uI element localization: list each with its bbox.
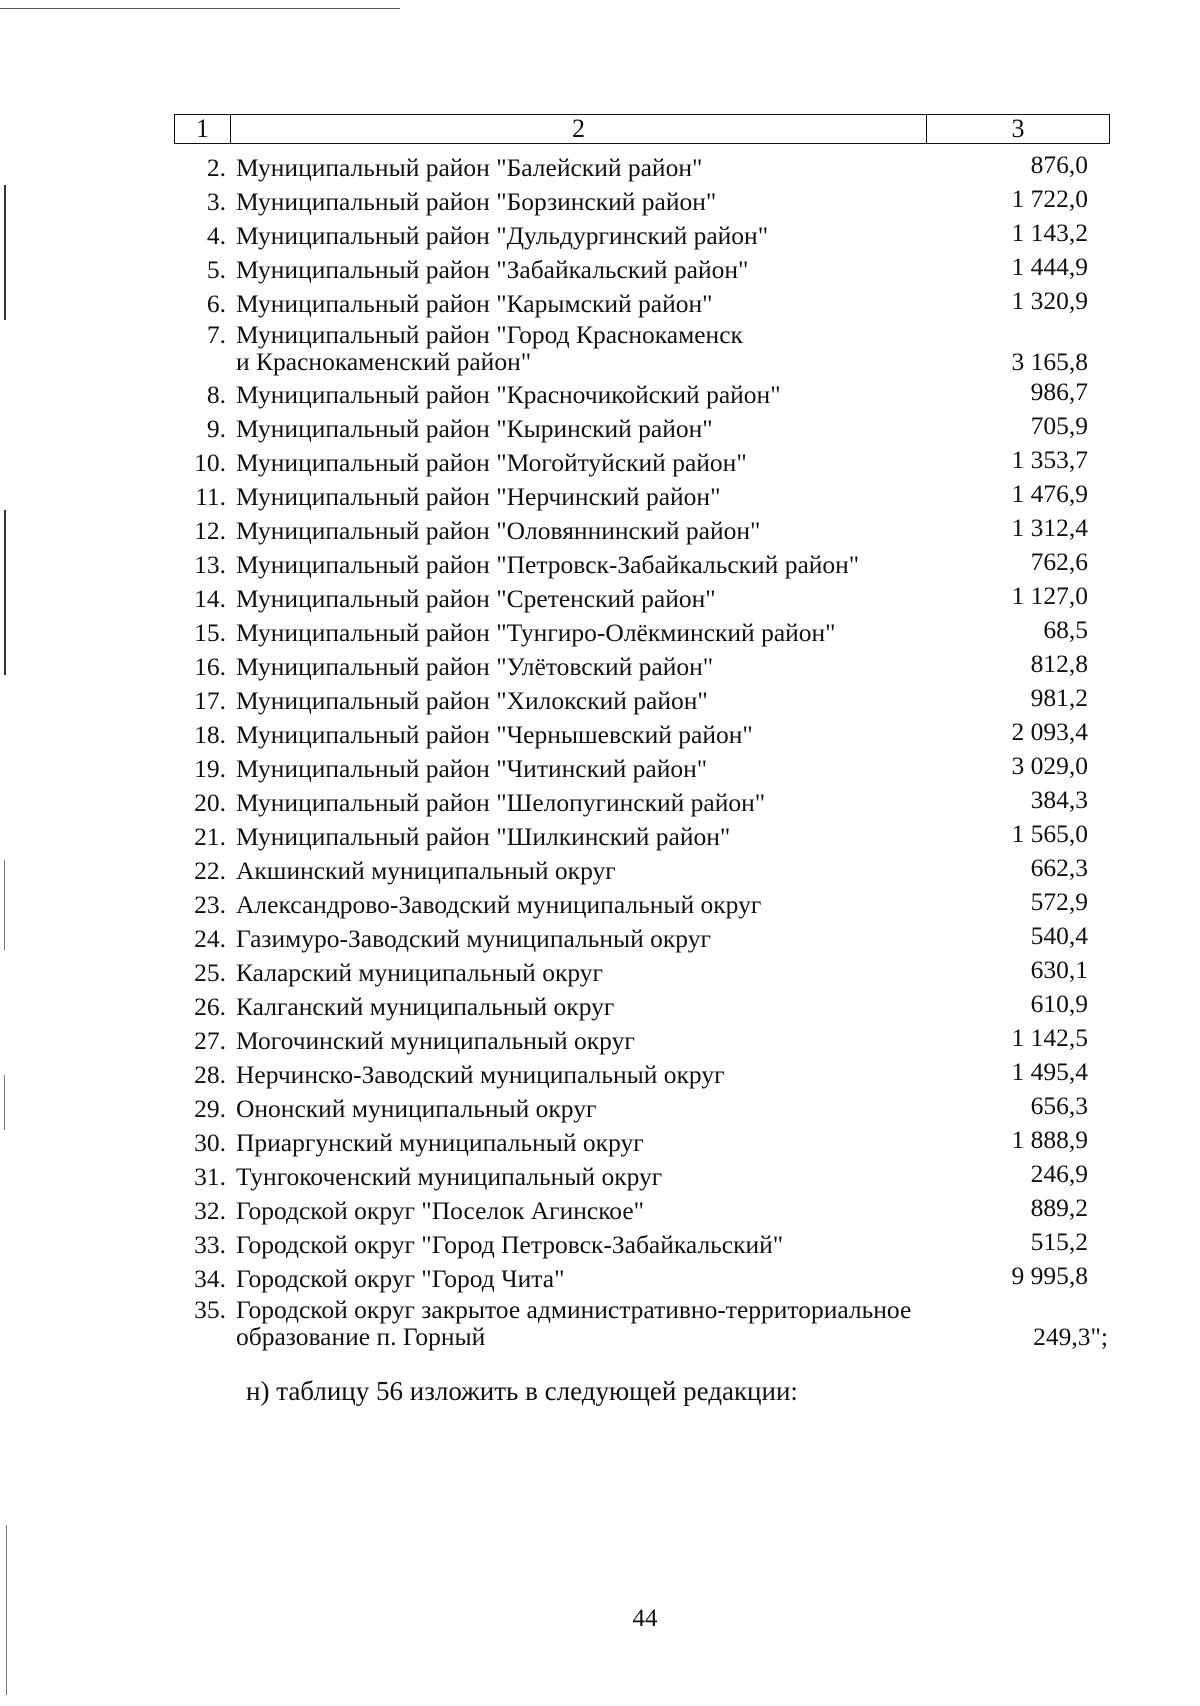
table-row (170, 650, 1130, 684)
row-name: Городской округ "Город Чита" (236, 1264, 565, 1293)
row-name: Каларский муниципальный округ (236, 958, 603, 987)
row-value: 1 127,0 (1011, 581, 1088, 610)
table-row (170, 582, 1130, 616)
row-name: Муниципальный район "Борзинский район" (236, 187, 717, 216)
row-number: 31. (194, 1162, 226, 1191)
row-value: 1 888,9 (1011, 1125, 1088, 1154)
row-value: 249,3"; (1033, 1322, 1108, 1351)
table-row (170, 219, 1130, 253)
row-number: 28. (194, 1060, 226, 1089)
table-row (170, 1194, 1130, 1228)
row-value: 68,5 (1043, 615, 1088, 644)
row-number: 12. (194, 516, 226, 545)
row-name: Тунгокоченский муниципальный округ (236, 1162, 663, 1191)
table-row (170, 752, 1130, 786)
row-value: 1 312,4 (1011, 513, 1088, 542)
row-value: 540,4 (1030, 921, 1088, 950)
row-value: 1 142,5 (1011, 1023, 1088, 1052)
row-value: 630,1 (1030, 955, 1088, 984)
row-number: 8. (206, 380, 226, 409)
row-number: 20. (194, 788, 226, 817)
row-number: 19. (194, 754, 226, 783)
table-header (174, 114, 1110, 144)
row-value: 662,3 (1030, 853, 1088, 882)
table-row (170, 684, 1130, 718)
row-number: 7. (206, 320, 226, 349)
row-number: 3. (206, 187, 226, 216)
row-value: 876,0 (1030, 150, 1088, 179)
row-value: 812,8 (1030, 649, 1088, 678)
row-value: 572,9 (1030, 887, 1088, 916)
amendment-paragraph: н) таблицу 56 изложить в следующей редакции: (246, 1376, 798, 1406)
row-number: 25. (194, 958, 226, 987)
row-number: 13. (194, 550, 226, 579)
table-row (170, 548, 1130, 582)
table-row (170, 956, 1130, 990)
row-number: 24. (194, 924, 226, 953)
row-name: Муниципальный район "Чернышевский район" (236, 720, 753, 749)
row-value: 246,9 (1030, 1159, 1088, 1188)
row-number: 11. (195, 482, 226, 511)
row-name: Муниципальный район "Хилокский район" (236, 686, 708, 715)
row-value: 3 165,8 (1011, 347, 1088, 376)
table-row (170, 718, 1130, 752)
row-name: Городской округ "Поселок Агинское" (236, 1196, 645, 1225)
row-number: 17. (194, 686, 226, 715)
row-value: 1 722,0 (1011, 184, 1088, 213)
row-number: 2. (206, 153, 226, 182)
row-value: 3 029,0 (1011, 751, 1088, 780)
row-number: 15. (194, 618, 226, 647)
row-name: Муниципальный район "Сретенский район" (236, 584, 716, 613)
row-number: 22. (194, 856, 226, 885)
row-name: Могочинский муниципальный округ (236, 1026, 635, 1055)
table-row (170, 151, 1130, 185)
row-name: Муниципальный район "Карымский район" (236, 289, 713, 318)
row-name: Городской округ закрытое административно-территориальное образование п. Горный (236, 1295, 912, 1351)
scan-top-rule (0, 8, 400, 9)
row-number: 4. (206, 221, 226, 250)
table-row (170, 321, 1130, 378)
row-value: 981,2 (1030, 683, 1088, 712)
row-name: Муниципальный район "Шелопугинский район" (236, 788, 766, 817)
row-number: 18. (194, 720, 226, 749)
table-row (170, 1092, 1130, 1126)
row-number: 21. (194, 822, 226, 851)
row-value: 384,3 (1030, 785, 1088, 814)
table-row (170, 480, 1130, 514)
row-number: 6. (206, 289, 226, 318)
row-number: 27. (194, 1026, 226, 1055)
row-value: 1 476,9 (1011, 479, 1088, 508)
row-number: 10. (194, 448, 226, 477)
row-value: 2 093,4 (1011, 717, 1088, 746)
row-name: Муниципальный район "Балейский район" (236, 153, 703, 182)
row-value: 762,6 (1030, 547, 1088, 576)
row-value: 889,2 (1030, 1193, 1088, 1222)
row-number: 14. (194, 584, 226, 613)
table-row (170, 854, 1130, 888)
row-number: 33. (194, 1230, 226, 1259)
row-value: 9 995,8 (1011, 1261, 1088, 1290)
row-name: Муниципальный район "Петровск-Забайкальский район" (236, 550, 860, 579)
row-value: 1 320,9 (1011, 286, 1088, 315)
table-row (170, 1126, 1130, 1160)
row-name: Муниципальный район "Улётовский район" (236, 652, 714, 681)
table-row (170, 616, 1130, 650)
row-name: Газимуро-Заводский муниципальный округ (236, 924, 711, 953)
row-number: 35. (194, 1295, 226, 1324)
scan-margin-mark (4, 510, 6, 675)
row-number: 32. (194, 1196, 226, 1225)
row-value: 1 353,7 (1011, 445, 1088, 474)
scan-margin-mark (4, 185, 6, 320)
table-row (170, 990, 1130, 1024)
scan-margin-mark (4, 860, 5, 950)
row-name: Ононский муниципальный округ (236, 1094, 597, 1123)
row-value: 610,9 (1030, 989, 1088, 1018)
row-name: Нерчинско-Заводский муниципальный округ (236, 1060, 725, 1089)
row-value: 1 565,0 (1011, 819, 1088, 848)
row-value: 705,9 (1030, 411, 1088, 440)
row-name: Муниципальный район "Шилкинский район" (236, 822, 731, 851)
row-name: Муниципальный район "Тунгиро-Олёкминский район" (236, 618, 836, 647)
table-row (170, 1228, 1130, 1262)
header-col-number: 1 (175, 115, 231, 143)
row-name: Муниципальный район "Читинский район" (236, 754, 708, 783)
row-name: Муниципальный район "Оловяннинский район" (236, 516, 761, 545)
table-body (170, 151, 1130, 1353)
row-number: 29. (194, 1094, 226, 1123)
row-value: 1 495,4 (1011, 1057, 1088, 1086)
table-row (170, 1160, 1130, 1194)
row-number: 30. (194, 1128, 226, 1157)
row-name: Калганский муниципальный округ (236, 992, 615, 1021)
row-value: 656,3 (1030, 1091, 1088, 1120)
table-row (170, 378, 1130, 412)
table-row (170, 1024, 1130, 1058)
table-row (170, 446, 1130, 480)
row-name: Муниципальный район "Кыринский район" (236, 414, 713, 443)
header-col-name: 2 (231, 115, 927, 143)
header-col-value: 3 (1011, 114, 1025, 143)
row-name: Муниципальный район "Город Краснокаменск и Краснокаменский район" (236, 320, 743, 376)
table-row (170, 185, 1130, 219)
row-value: 515,2 (1030, 1227, 1088, 1256)
table-row (170, 253, 1130, 287)
row-name: Муниципальный район "Красночикойский район" (236, 380, 781, 409)
scan-margin-mark (4, 1075, 5, 1130)
table-row (170, 820, 1130, 854)
row-number: 9. (206, 414, 226, 443)
table-row (170, 412, 1130, 446)
row-value: 1 444,9 (1011, 252, 1088, 281)
row-name: Муниципальный район "Забайкальский район" (236, 255, 749, 284)
table-row (170, 514, 1130, 548)
table-row (170, 287, 1130, 321)
row-name: Муниципальный район "Могойтуйский район" (236, 448, 747, 477)
row-name: Муниципальный район "Дульдургинский район" (236, 221, 769, 250)
table-row (170, 922, 1130, 956)
row-number: 16. (194, 652, 226, 681)
row-value: 986,7 (1030, 377, 1088, 406)
row-name: Муниципальный район "Нерчинский район" (236, 482, 721, 511)
row-name: Приаргунский муниципальный округ (236, 1128, 644, 1157)
row-value: 1 143,2 (1011, 218, 1088, 247)
row-name: Акшинский муниципальный округ (236, 856, 616, 885)
row-number: 23. (194, 890, 226, 919)
row-number: 34. (194, 1264, 226, 1293)
row-number: 5. (206, 255, 226, 284)
row-name: Александрово-Заводский муниципальный округ (236, 890, 762, 919)
table-row (170, 1262, 1130, 1296)
table-row (170, 786, 1130, 820)
table-row (170, 888, 1130, 922)
row-number: 26. (194, 992, 226, 1021)
page-number: 44 (632, 1605, 658, 1632)
table-row (170, 1296, 1130, 1353)
table-row (170, 1058, 1130, 1092)
row-name: Городской округ "Город Петровск-Забайкальский" (236, 1230, 784, 1259)
